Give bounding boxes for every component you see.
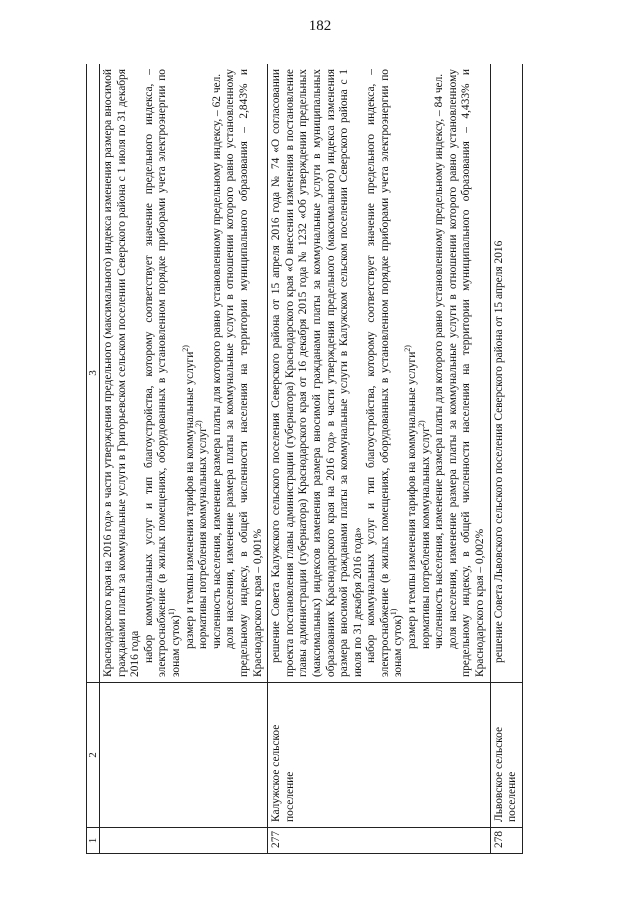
footnote-mark: 2) xyxy=(416,420,426,428)
row-number: 277 xyxy=(268,828,491,854)
row-number xyxy=(100,828,268,854)
tariff-line: размер и темпы изменения тарифов на коммунальные услуги xyxy=(183,351,196,649)
footnote-mark: 2) xyxy=(403,345,413,352)
rotated-table-area xyxy=(86,64,616,854)
tariff-change-text xyxy=(180,69,198,677)
norms-line: нормативы потребления коммунальных услуг xyxy=(419,427,432,649)
row-number: 278 xyxy=(490,828,522,854)
table-row-278 xyxy=(490,64,522,854)
header-col-2: 2 xyxy=(87,683,100,828)
rotated-table-container xyxy=(86,64,616,854)
population-count-text: численность населения, изменение размера платы для которого равно установленному предельному индексу, – 62 чел. xyxy=(210,73,223,649)
footnote-mark: 1) xyxy=(167,608,177,616)
row-details xyxy=(490,64,522,683)
service-set-text xyxy=(143,69,184,677)
settlement-name xyxy=(100,683,268,828)
tariff-line: размер и темпы изменения тарифов на коммунальные услуги xyxy=(406,351,419,649)
decision-text: решение Совета Львовского сельского поселения Северского района от 15 апреля 2016 xyxy=(492,240,505,663)
population-count-text: численность населения, изменение размера платы для которого равно установленному предельному индексу, – 84 чел. xyxy=(433,73,446,649)
footnote-mark: 2) xyxy=(194,420,204,428)
decision-text: решение Совета Калужского сельского поселения Северского района от 15 апреля 2016 года № 74 «О согласовании проекта постановления главы администрации (губернатора) Краснодарского края «О внесении изменения в постановление главы администрации (губернатора) Краснодарского края от 16 декабря 2015 года № 1232 «Об утверждении предельных (максимальных) индексов изменения размера вносимой гражданами платы за коммунальные услуги в муниципальных образованиях Краснодарского края на 2016 год» в части утверждения предельного (максимального) индекса изменения размера вносимой гражданами платы за коммунальные услуги в Калужском сельском поселении Северского района с 1 июля по 31 декабря 2016 года» xyxy=(270,69,364,677)
table-row-continued xyxy=(100,64,268,854)
norms-line: нормативы потребления коммунальных услуг xyxy=(197,427,210,649)
service-set-line: набор коммунальных услуг и тип благоустройства, которому соответствует значение предельного индекса, – электроснабжение (в жилых помещениях, оборудованных в установленном порядке приборами учета электроэнергии по зонам суток) xyxy=(142,69,182,677)
population-share-text: доля населения, изменение размера платы за коммунальные услуги в отношении которого равно установленному предельному индексу, в общей численности населения на территории муниципального образования – 2,843% и Краснодарского края – 0,001% xyxy=(224,69,264,677)
settlement-name: Львовское сельское поселение xyxy=(490,683,522,828)
decision-text: Краснодарского края на 2016 год» в части утверждения предельного (максимального) индекса изменения размера вносимой гражданами платы за коммунальные услуги в Григорьевском сельском поселении Северского района с 1 июля по 31 декабря 2016 года xyxy=(102,69,142,677)
tariff-index-table xyxy=(86,64,523,854)
tariff-change-text xyxy=(403,69,420,677)
settlement-name: Калужское сельское поселение xyxy=(268,683,491,828)
row-details xyxy=(268,64,491,683)
row-details xyxy=(100,64,268,683)
header-row xyxy=(87,64,100,854)
footnote-mark: 2) xyxy=(180,345,190,352)
header-col-3: 3 xyxy=(87,64,100,683)
service-set-text xyxy=(365,69,406,677)
population-share-text: доля населения, изменение размера платы за коммунальные услуги в отношении которого равно установленному предельному индексу, в общей численности населения на территории муниципального образования – 4,433% и Краснодарского края – 0,002% xyxy=(446,69,487,677)
consumption-norms-text xyxy=(194,69,211,677)
service-set-line: набор коммунальных услуг и тип благоустройства, которому соответствует значение предельного индекса, – электроснабжение (в жилых помещениях, оборудованных в установленном порядке приборами учета электроэнергии по зонам суток) xyxy=(365,69,405,677)
footnote-mark: 1) xyxy=(389,608,399,616)
consumption-norms-text xyxy=(416,69,434,677)
page-number: 182 xyxy=(308,18,332,34)
table-row-277 xyxy=(268,64,491,854)
header-col-1: 1 xyxy=(87,828,100,854)
